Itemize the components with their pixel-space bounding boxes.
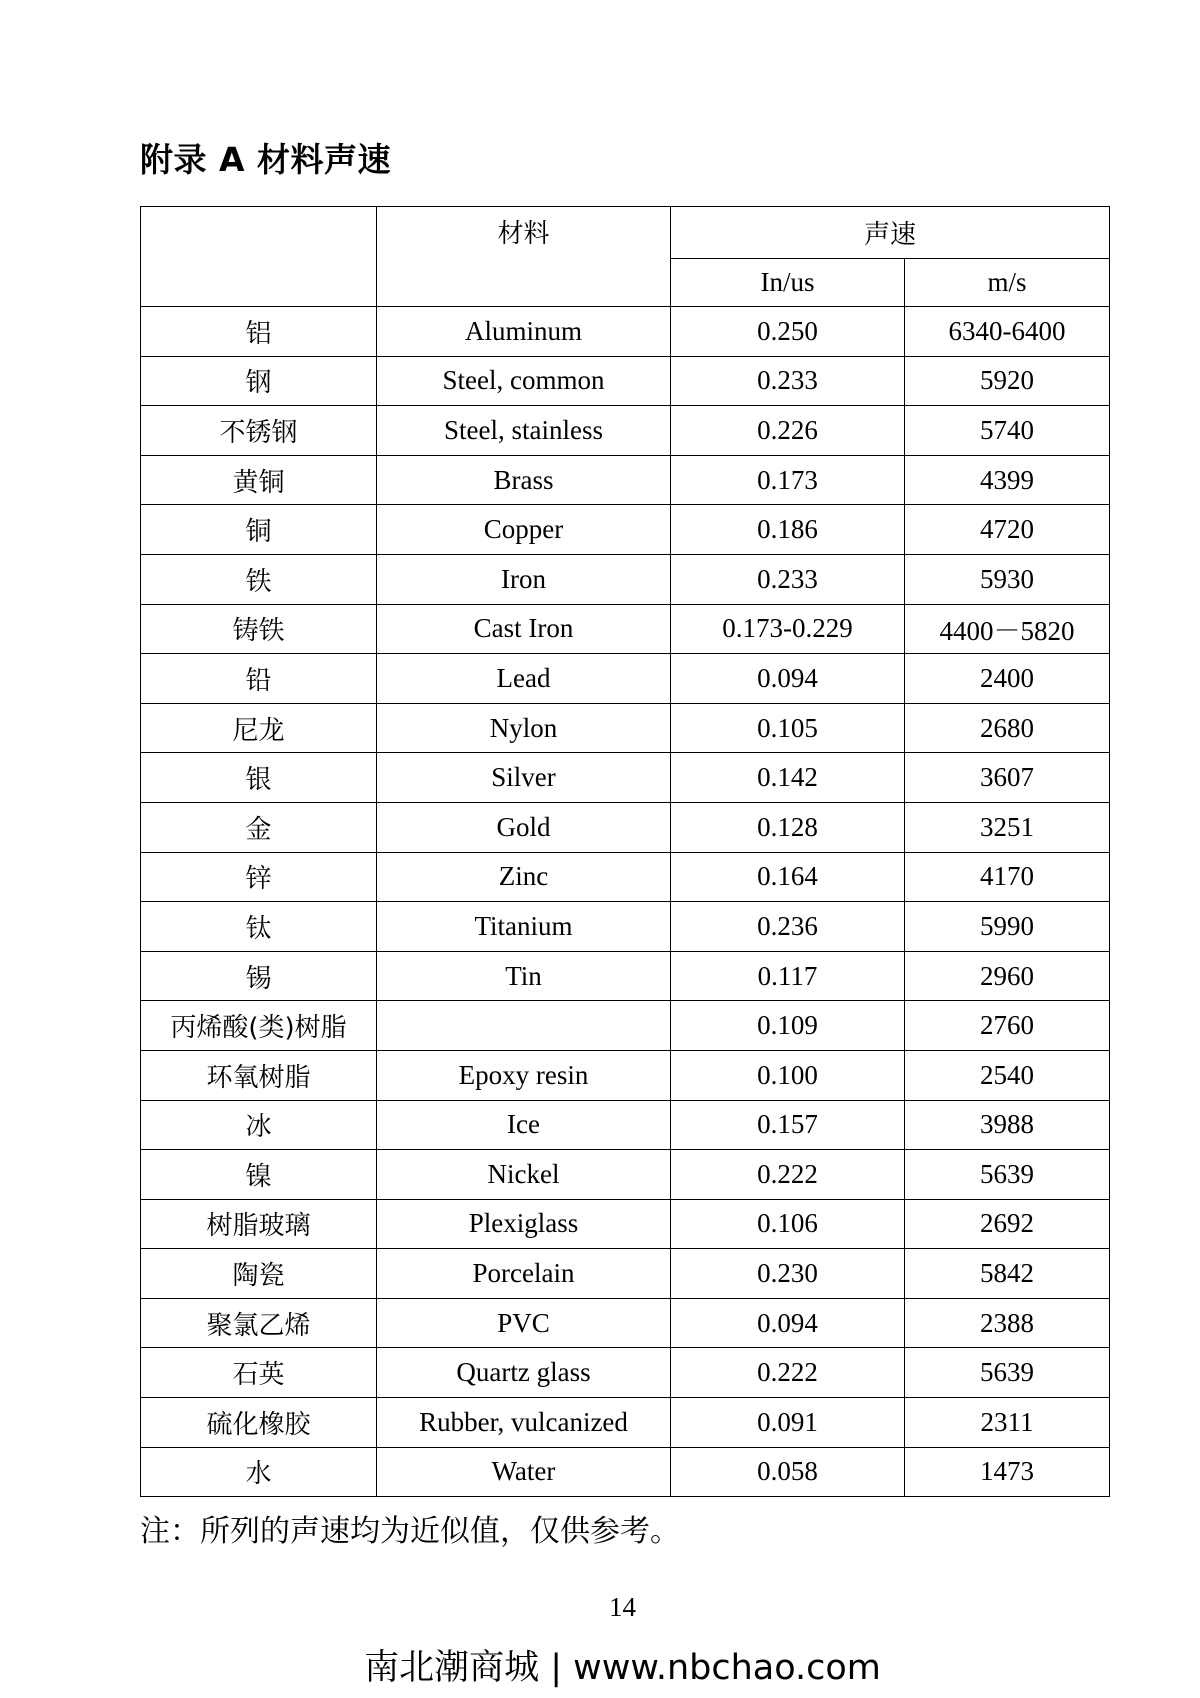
- cell-speed-in-us: 0.094: [671, 1298, 905, 1348]
- table-row: [141, 1199, 1110, 1249]
- cell-material-en: [377, 1001, 671, 1051]
- cell-speed-m-s: 2311: [905, 1398, 1110, 1448]
- cell-speed-m-s: 5920: [905, 356, 1110, 406]
- cell-speed-m-s: 2540: [905, 1050, 1110, 1100]
- cell-material-cn: 铁: [141, 554, 377, 604]
- cell-material-en: Titanium: [377, 902, 671, 952]
- sound-speed-table: [140, 206, 1110, 1497]
- cell-speed-m-s: 5990: [905, 902, 1110, 952]
- header-speed: 声速: [671, 207, 1110, 259]
- cell-material-cn: 铸铁: [141, 604, 377, 654]
- table-header: [141, 207, 1110, 307]
- cell-material-en: Gold: [377, 802, 671, 852]
- cell-material-cn: 石英: [141, 1348, 377, 1398]
- table-row: [141, 1001, 1110, 1051]
- cell-material-cn: 钢: [141, 356, 377, 406]
- header-blank-cell: [141, 207, 377, 307]
- footnote: 注：所列的声速均为近似值，仅供参考。: [140, 1514, 680, 1549]
- table-row: [141, 753, 1110, 803]
- table-row: [141, 1249, 1110, 1299]
- cell-speed-in-us: 0.094: [671, 654, 905, 704]
- cell-speed-m-s: 2760: [905, 1001, 1110, 1051]
- cell-speed-in-us: 0.106: [671, 1199, 905, 1249]
- table-row: [141, 406, 1110, 456]
- table-row: [141, 802, 1110, 852]
- table-row: [141, 1398, 1110, 1448]
- cell-speed-in-us: 0.236: [671, 902, 905, 952]
- cell-material-en: Copper: [377, 505, 671, 555]
- table-row: [141, 1447, 1110, 1497]
- cell-material-en: Plexiglass: [377, 1199, 671, 1249]
- site-watermark: 南北潮商城 | www.nbchao.com: [364, 1648, 881, 1688]
- cell-speed-in-us: 0.128: [671, 802, 905, 852]
- cell-speed-in-us: 0.105: [671, 703, 905, 753]
- cell-speed-in-us: 0.100: [671, 1050, 905, 1100]
- cell-material-en: Steel, stainless: [377, 406, 671, 456]
- cell-material-en: Quartz glass: [377, 1348, 671, 1398]
- cell-material-cn: 黄铜: [141, 455, 377, 505]
- cell-material-cn: 金: [141, 802, 377, 852]
- table-row: [141, 951, 1110, 1001]
- cell-material-en: Steel, common: [377, 356, 671, 406]
- cell-material-cn: 铝: [141, 307, 377, 357]
- cell-material-en: Porcelain: [377, 1249, 671, 1299]
- table-row: [141, 1100, 1110, 1150]
- page-title: 附录 A 材料声速: [140, 140, 392, 179]
- cell-speed-m-s: 5740: [905, 406, 1110, 456]
- cell-speed-in-us: 0.226: [671, 406, 905, 456]
- cell-material-cn: 水: [141, 1447, 377, 1497]
- cell-speed-m-s: 6340-6400: [905, 307, 1110, 357]
- cell-material-en: Ice: [377, 1100, 671, 1150]
- table-row: [141, 654, 1110, 704]
- cell-speed-m-s: 4720: [905, 505, 1110, 555]
- cell-speed-in-us: 0.233: [671, 356, 905, 406]
- cell-speed-in-us: 0.173: [671, 455, 905, 505]
- cell-speed-in-us: 0.142: [671, 753, 905, 803]
- cell-material-cn: 钛: [141, 902, 377, 952]
- cell-speed-m-s: 1473: [905, 1447, 1110, 1497]
- header-unit-in-us: In/us: [671, 259, 905, 307]
- cell-speed-in-us: 0.091: [671, 1398, 905, 1448]
- cell-speed-m-s: 4170: [905, 852, 1110, 902]
- table-row: [141, 902, 1110, 952]
- table-row: [141, 554, 1110, 604]
- cell-speed-m-s: 5930: [905, 554, 1110, 604]
- table-row: [141, 604, 1110, 654]
- cell-material-cn: 冰: [141, 1100, 377, 1150]
- cell-material-cn: 陶瓷: [141, 1249, 377, 1299]
- cell-material-cn: 锡: [141, 951, 377, 1001]
- cell-speed-m-s: 3251: [905, 802, 1110, 852]
- table-row: [141, 703, 1110, 753]
- cell-speed-in-us: 0.186: [671, 505, 905, 555]
- cell-material-cn: 铅: [141, 654, 377, 704]
- cell-speed-m-s: 2960: [905, 951, 1110, 1001]
- cell-material-en: Nickel: [377, 1150, 671, 1200]
- cell-speed-in-us: 0.173-0.229: [671, 604, 905, 654]
- cell-speed-m-s: 2388: [905, 1298, 1110, 1348]
- cell-material-cn: 聚氯乙烯: [141, 1298, 377, 1348]
- cell-speed-in-us: 0.250: [671, 307, 905, 357]
- header-material: 材料: [377, 207, 671, 307]
- cell-speed-in-us: 0.222: [671, 1150, 905, 1200]
- cell-material-en: Water: [377, 1447, 671, 1497]
- cell-speed-m-s: 2680: [905, 703, 1110, 753]
- cell-material-cn: 银: [141, 753, 377, 803]
- table-row: [141, 307, 1110, 357]
- cell-material-cn: 硫化橡胶: [141, 1398, 377, 1448]
- cell-material-cn: 铜: [141, 505, 377, 555]
- cell-speed-m-s: 5842: [905, 1249, 1110, 1299]
- cell-speed-in-us: 0.109: [671, 1001, 905, 1051]
- cell-material-en: Nylon: [377, 703, 671, 753]
- cell-material-en: Brass: [377, 455, 671, 505]
- cell-material-cn: 不锈钢: [141, 406, 377, 456]
- table-row: [141, 455, 1110, 505]
- cell-speed-in-us: 0.230: [671, 1249, 905, 1299]
- header-unit-m-s: m/s: [905, 259, 1110, 307]
- cell-speed-in-us: 0.058: [671, 1447, 905, 1497]
- table-row: [141, 1348, 1110, 1398]
- cell-material-cn: 尼龙: [141, 703, 377, 753]
- cell-speed-in-us: 0.117: [671, 951, 905, 1001]
- table-row: [141, 1050, 1110, 1100]
- cell-material-cn: 丙烯酸(类)树脂: [141, 1001, 377, 1051]
- cell-material-cn: 环氧树脂: [141, 1050, 377, 1100]
- table-row: [141, 505, 1110, 555]
- cell-material-en: Tin: [377, 951, 671, 1001]
- table-row: [141, 356, 1110, 406]
- cell-speed-m-s: 5639: [905, 1150, 1110, 1200]
- cell-material-en: Cast Iron: [377, 604, 671, 654]
- cell-speed-m-s: 4399: [905, 455, 1110, 505]
- page-number: 14: [609, 1592, 636, 1622]
- cell-material-en: Zinc: [377, 852, 671, 902]
- cell-material-en: Epoxy resin: [377, 1050, 671, 1100]
- cell-material-en: Rubber, vulcanized: [377, 1398, 671, 1448]
- cell-material-en: Iron: [377, 554, 671, 604]
- cell-material-en: Aluminum: [377, 307, 671, 357]
- cell-material-en: Lead: [377, 654, 671, 704]
- table-row: [141, 1150, 1110, 1200]
- cell-speed-in-us: 0.157: [671, 1100, 905, 1150]
- cell-speed-m-s: 5639: [905, 1348, 1110, 1398]
- cell-speed-m-s: 4400－5820: [905, 604, 1110, 654]
- table-row: [141, 852, 1110, 902]
- cell-speed-m-s: 3988: [905, 1100, 1110, 1150]
- cell-speed-in-us: 0.233: [671, 554, 905, 604]
- cell-material-en: Silver: [377, 753, 671, 803]
- table-row: [141, 1298, 1110, 1348]
- cell-speed-m-s: 3607: [905, 753, 1110, 803]
- cell-speed-m-s: 2692: [905, 1199, 1110, 1249]
- cell-material-en: PVC: [377, 1298, 671, 1348]
- cell-speed-m-s: 2400: [905, 654, 1110, 704]
- cell-material-cn: 锌: [141, 852, 377, 902]
- cell-material-cn: 树脂玻璃: [141, 1199, 377, 1249]
- cell-material-cn: 镍: [141, 1150, 377, 1200]
- cell-speed-in-us: 0.164: [671, 852, 905, 902]
- cell-speed-in-us: 0.222: [671, 1348, 905, 1398]
- table-body: [141, 307, 1110, 1497]
